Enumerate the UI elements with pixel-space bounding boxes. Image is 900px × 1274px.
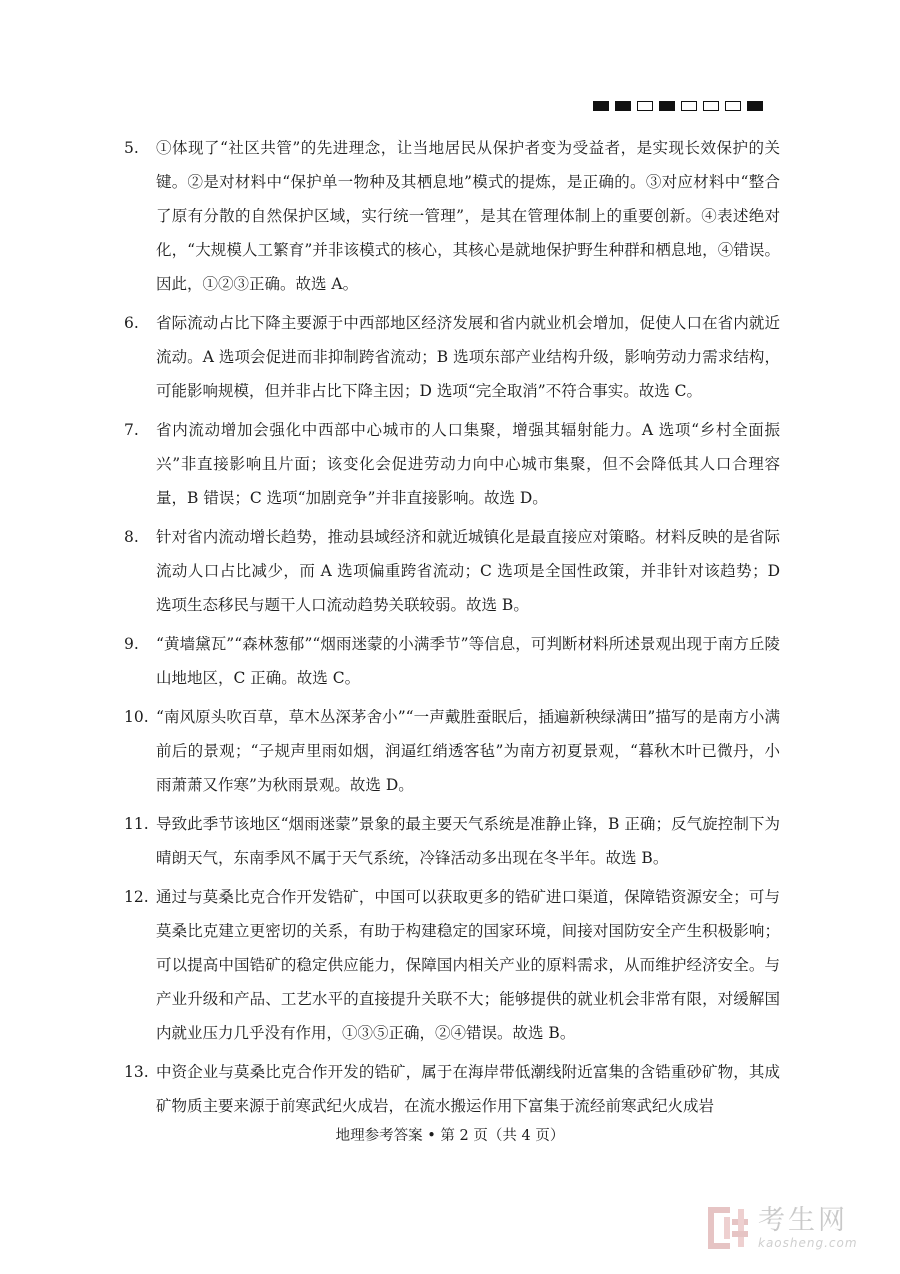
question-number: 12. xyxy=(124,888,149,906)
empty-square-mark xyxy=(681,101,697,111)
filled-square-mark xyxy=(593,101,609,111)
question-item xyxy=(124,1055,780,1123)
page-footer: 地理参考答案 • 第 2 页（共 4 页） xyxy=(335,1128,565,1144)
filled-square-mark xyxy=(659,101,675,111)
question-answer-text: 省际流动占比下降主要源于中西部地区经济发展和省内就业机会增加，促使人口在省内就近流动。A 选项会促进而非抑制跨省流动；B 选项东部产业结构升级，影响劳动力需求结构，可能影响规模，但并非占比下降主因；D 选项“完全取消”不符合事实。故选 C。 xyxy=(156,314,780,400)
empty-square-mark xyxy=(703,101,719,111)
question-item xyxy=(124,131,780,301)
question-item xyxy=(124,807,780,875)
question-number: 13. xyxy=(124,1063,149,1081)
question-number: 9. xyxy=(124,635,139,653)
answer-content xyxy=(124,131,780,1128)
question-number: 5. xyxy=(124,139,139,157)
question-item xyxy=(124,413,780,515)
kaosheng-logo-icon xyxy=(706,1203,750,1253)
question-answer-text: 针对省内流动增长趋势，推动县域经济和就近城镇化是最直接应对策略。材料反映的是省际流动人口占比减少，而 A 选项偏重跨省流动；C 选项是全国性政策，并非针对该趋势；D 选项生态移民与题干人口流动趋势关联较弱。故选 B。 xyxy=(156,528,780,614)
question-item xyxy=(124,880,780,1050)
header-marks xyxy=(593,101,763,111)
question-number: 11. xyxy=(124,815,149,833)
question-number: 6. xyxy=(124,314,139,332)
question-item xyxy=(124,520,780,622)
question-item xyxy=(124,306,780,408)
filled-square-mark xyxy=(615,101,631,111)
question-answer-text: 省内流动增加会强化中西部中心城市的人口集聚，增强其辐射能力。A 选项“乡村全面振兴”非直接影响且片面；该变化会促进劳动力向中心城市集聚，但不会降低其人口合理容量，B 错误；C 选项“加剧竞争”并非直接影响。故选 D。 xyxy=(156,421,780,507)
question-item xyxy=(124,700,780,802)
empty-square-mark xyxy=(725,101,741,111)
question-answer-text: 中资企业与莫桑比克合作开发的锆矿，属于在海岸带低潮线附近富集的含锆重砂矿物，其成矿物质主要来源于前寒武纪火成岩，在流水搬运作用下富集于流经前寒武纪火成岩 xyxy=(156,1063,780,1115)
logo-main-text: 考生网 xyxy=(758,1205,848,1236)
question-number: 10. xyxy=(124,708,149,726)
question-answer-text: 导致此季节该地区“烟雨迷蒙”景象的最主要天气系统是准静止锋，B 正确；反气旋控制下为晴朗天气，东南季风不属于天气系统，冷锋活动多出现在冬半年。故选 B。 xyxy=(156,815,780,867)
filled-square-mark xyxy=(747,101,763,111)
question-item xyxy=(124,627,780,695)
logo-sub-text: kaosheng.com xyxy=(758,1236,858,1250)
question-number: 7. xyxy=(124,421,139,439)
question-answer-text: “南风原头吹百草，草木丛深茅舍小”“一声戴胜蚕眠后，插遍新秧绿满田”描写的是南方小满前后的景观；“子规声里雨如烟，润逼红绡透客毡”为南方初夏景观，“暮秋木叶已微丹，小雨萧萧又作寒”为秋雨景观。故选 D。 xyxy=(156,708,780,794)
question-answer-text: 通过与莫桑比克合作开发锆矿，中国可以获取更多的锆矿进口渠道，保障锆资源安全；可与莫桑比克建立更密切的关系，有助于构建稳定的国家环境，间接对国防安全产生积极影响；可以提高中国锆矿的稳定供应能力，保障国内相关产业的原料需求，从而维护经济安全。与产业升级和产品、工艺水平的直接提升关联不大；能够提供的就业机会非常有限，对缓解国内就业压力几乎没有作用，①③⑤正确，②④错误。故选 B。 xyxy=(156,888,780,1042)
question-answer-text: ①体现了“社区共管”的先进理念，让当地居民从保护者变为受益者，是实现长效保护的关键。②是对材料中“保护单一物种及其栖息地”模式的提炼，是正确的。③对应材料中“整合了原有分散的自然保护区域，实行统一管理”，是其在管理体制上的重要创新。④表述绝对化，“大规模人工繁育”并非该模式的核心，其核心是就地保护野生种群和栖息地，④错误。因此，①②③正确。故选 A。 xyxy=(156,139,780,293)
question-number: 8. xyxy=(124,528,139,546)
question-answer-text: “黄墙黛瓦”“森林葱郁”“烟雨迷蒙的小满季节”等信息，可判断材料所述景观出现于南方丘陵山地地区，C 正确。故选 C。 xyxy=(156,635,780,687)
empty-square-mark xyxy=(637,101,653,111)
watermark-logo xyxy=(706,1203,858,1253)
